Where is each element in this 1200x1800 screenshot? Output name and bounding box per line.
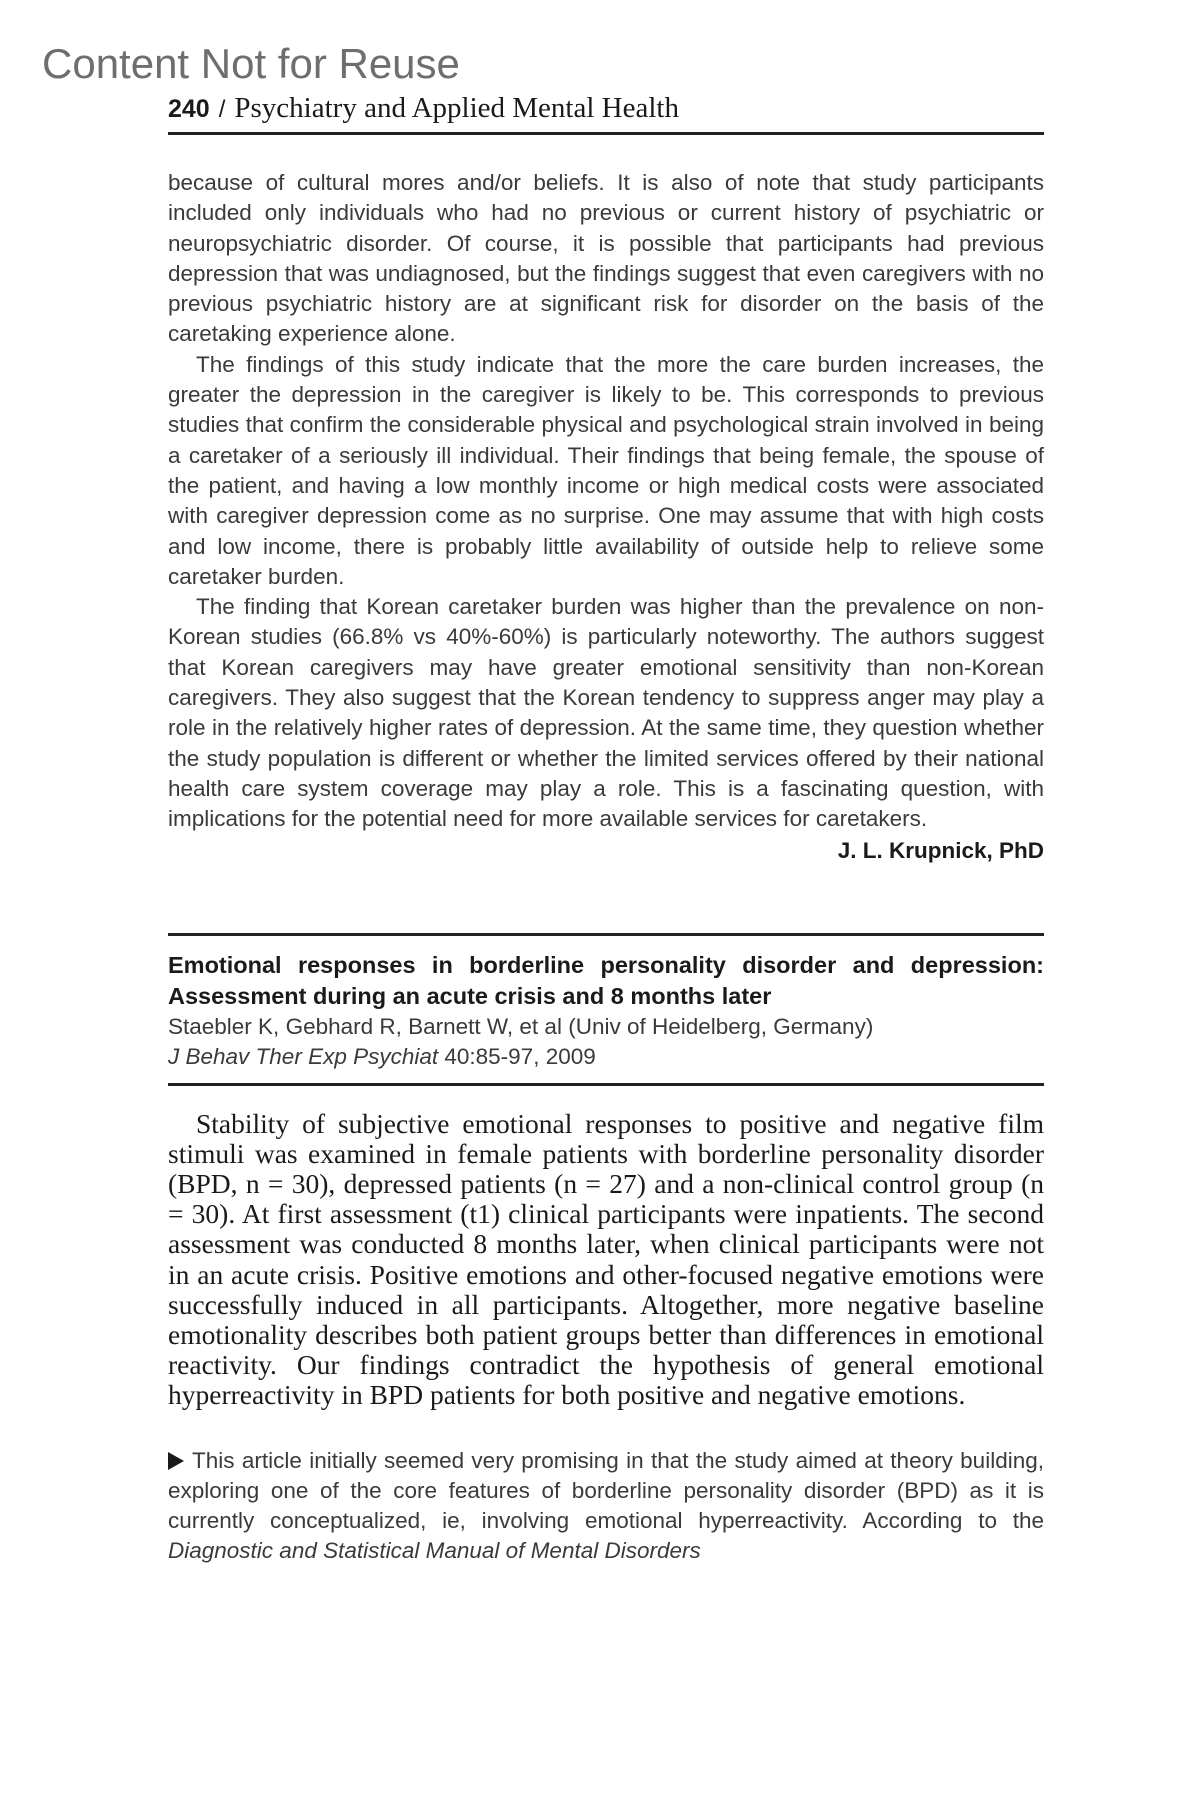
citation-volume-pages: 40:85-97, 2009 [438,1044,596,1070]
running-head [168,92,1044,135]
article-header [168,936,1044,1083]
triangle-right-icon [168,1452,184,1470]
journal-title: Psychiatry and Applied Mental Health [234,92,679,124]
article-commentary [168,1446,1044,1567]
article-citation [168,1042,1044,1073]
commentary-italic-title: Diagnostic and Statistical Manual of Mental Disorders [168,1538,701,1564]
citation-journal: J Behav Ther Exp Psychiat [168,1044,439,1070]
article-title: Emotional responses in borderline personality disorder and depression: Assessment during an acute crisis and 8 months later [168,951,1044,1009]
commentary-paragraph: The findings of this study indicate that the more the care burden increases, the greater the depression in the caregiver is likely to be. This corresponds to previous studies that confirm the considerable physical and psychological strain involved in being a caretaker of a seriously ill individual. Their findings that being female, the spouse of the patient, and having a low monthly income or high medical costs were associated with caregiver depression come as no surprise. One may assume that with high costs and low income, there is probably little availability of outside help to relieve some caretaker burden. [168,351,1044,589]
commentary-paragraph: The finding that Korean caretaker burden was higher than the prevalence on non-Korean studies (66.8% vs 40%-60%) is particularly noteworthy. The authors suggest that Korean caregivers may have greater emotional sensitivity than non-Korean caregivers. They also suggest that the Korean tendency to suppress anger may play a role in the relatively higher rates of depression. At the same time, they question whether the study population is different or whether the limited services offered by their national health care system coverage may play a role. This is a fascinating question, with implications for the potential need for more available services for caretakers. [168,594,1044,832]
watermark: Content Not for Reuse [42,40,460,87]
header-separator: / [218,96,226,123]
commentary-text: This article initially seemed very promising in that the study aimed at theory building, exploring one of the core features of borderline personality disorder (BPD) as it is currently conceptualized, ie, involving emotional hyperreactivity. According to the [168,1447,1044,1534]
page [168,92,1044,1567]
article-abstract: Stability of subjective emotional responses to positive and negative film stimuli was examined in female patients with borderline personality disorder (BPD, n = 30), depressed patients (n = 27) and a non-clinical control group (n = 30). At first assessment (t1) clinical participants were inpatients. The second assessment was conducted 8 months later, when clinical participants were not in an acute crisis. Positive emotions and other-focused negative emotions were successfully induced in all participants. Altogether, more negative baseline emotionality describes both patient groups better than differences in emotional reactivity. Our findings contradict the hypothesis of general emotional hyperreactivity in BPD patients for both positive and negative emotions. [168,1107,1044,1411]
commentary-paragraph: because of cultural mores and/or beliefs. It is also of note that study participants included only individuals who had no previous or current history of psychiatric or neuropsychiatric disorder. Of course, it is possible that participants had previous depression that was undiagnosed, but the findings suggest that even caregivers with no previous psychiatric history are at significant risk for disorder on the basis of the caretaking experience alone. [168,170,1044,347]
article-authors: Staebler K, Gebhard R, Barnett W, et al (Univ of Heidelberg, Germany) [168,1013,874,1039]
commentary-signature: J. L. Krupnick, PhD [837,837,1044,863]
divider-bottom [168,1083,1044,1086]
page-number: 240 [168,95,210,123]
